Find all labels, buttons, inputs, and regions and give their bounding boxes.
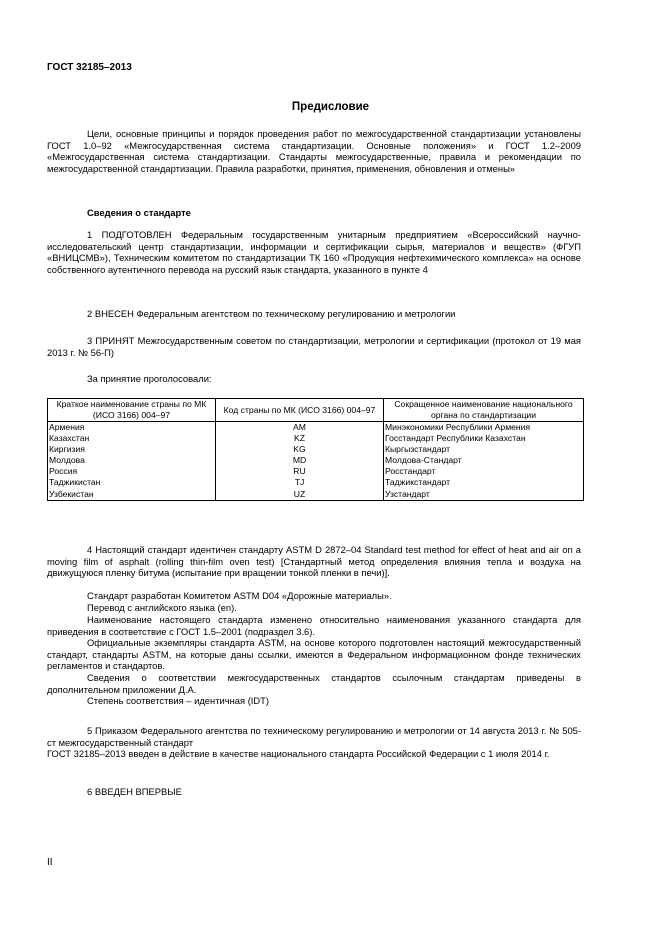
vote-intro: За принятие проголосовали: <box>87 373 212 384</box>
table-row <box>48 455 584 466</box>
country-cell: Киргизия <box>48 444 216 455</box>
page-number: II <box>47 857 53 868</box>
table-row <box>48 466 584 477</box>
item-1-paragraph: 1 ПОДГОТОВЛЕН Федеральным государственным унитарным предприятием «Всероссийский научно-исследовательский центр стандартизации, информации и сертификации сырья, материалов и веществ» (ФГУП «ВНИЦСМВ»), Техническим комитетом по стандартизации ТК 160 «Продукция нефтехимического комплекса» на основе собственного аутентичного перевода на русский язык стандарта, указанного в пункте 4 <box>47 229 581 275</box>
table-header-country: Краткое наименование страны по МК (ИСО 3166) 004–97 <box>48 399 216 422</box>
country-cell: Армения <box>48 422 216 434</box>
national-body-cell: Узстандарт <box>384 489 584 501</box>
table-header-code: Код страны по МК (ИСО 3166) 004–97 <box>216 399 384 422</box>
item-4-paragraph: 4 Настоящий стандарт идентичен стандарту ASTM D 2872–04 Standard test method for effect of heat and air on a moving film of asphalt (rolling thin-film oven test) [Стандартный метод определения влияния тепла и воздуха на движущуюся пленку битума (испытание при вращении тонкой пленки в печи)]. <box>47 544 581 579</box>
country-code-cell: TJ <box>216 477 384 488</box>
table-row <box>48 444 584 455</box>
item-5-paragraph: 5 Приказом Федерального агентства по техническому регулированию и метрологии от 14 августа 2013 г. № 505-ст межгосударственный стандарт <box>47 725 581 748</box>
country-cell: Молдова <box>48 455 216 466</box>
item-3-paragraph: 3 ПРИНЯТ Межгосударственным советом по стандартизации, метрологии и сертификации (протокол от 19 мая 2013 г. № 56-П) <box>47 335 581 358</box>
item-4-conformity: Степень соответствия – идентичная (IDT) <box>87 695 270 706</box>
item-4-translation: Перевод с английского языка (en). <box>87 602 237 613</box>
item-5-effective: ГОСТ 32185–2013 введен в действие в качестве национального стандарта Российской Федерации с 1 июля 2014 г. <box>47 748 550 759</box>
country-cell: Таджикистан <box>48 477 216 488</box>
national-body-cell: Госстандарт Республики Казахстан <box>384 433 584 444</box>
item-6-paragraph: 6 ВВЕДЕН ВПЕРВЫЕ <box>87 786 182 797</box>
section-title: Сведения о стандарте <box>87 207 191 218</box>
country-code-cell: KZ <box>216 433 384 444</box>
table-row <box>48 433 584 444</box>
table-row <box>48 489 584 501</box>
national-body-cell: Росстандарт <box>384 466 584 477</box>
table-header-body: Сокращенное наименование национального органа по стандартизации <box>384 399 584 422</box>
national-body-cell: Кыргызстандарт <box>384 444 584 455</box>
country-code-cell: UZ <box>216 489 384 501</box>
table-row <box>48 477 584 488</box>
item-4-official-copies: Официальные экземпляры стандарта ASTM, на основе которого подготовлен настоящий межгосударственный стандарт, стандарты ASTM, на которые даны ссылки, имеются в Федеральном информационном фонде технических регламентов и стандартов. <box>47 637 581 672</box>
national-body-cell: Минэкономики Республики Армения <box>384 422 584 434</box>
country-code-cell: RU <box>216 466 384 477</box>
country-code-cell: MD <box>216 455 384 466</box>
voting-countries-table <box>47 398 584 501</box>
country-cell: Россия <box>48 466 216 477</box>
national-body-cell: Молдова-Стандарт <box>384 455 584 466</box>
intro-paragraph: Цели, основные принципы и порядок проведения работ по межгосударственной стандартизации установлены ГОСТ 1.0–92 «Межгосударственная система стандартизации. Основные положения» и ГОСТ 1.2–2009 «Межгосударственная система стандартизации. Стандарты межгосударственные, правила и рекомендации по межгосударственной стандартизации. Правила разработки, принятия, применения, обновления и отмены» <box>47 128 581 174</box>
item-4-title-change: Наименование настоящего стандарта изменено относительно наименования указанного стандарта для приведения в соответствие с ГОСТ 1.5–2001 (подраздел 3.6). <box>47 614 581 637</box>
table-header-row <box>48 399 584 422</box>
country-code-cell: AM <box>216 422 384 434</box>
country-code-cell: KG <box>216 444 384 455</box>
country-cell: Казахстан <box>48 433 216 444</box>
item-4-developer: Стандарт разработан Комитетом ASTM D04 «Дорожные материалы». <box>87 590 392 601</box>
table-row <box>48 422 584 434</box>
document-code-header: ГОСТ 32185–2013 <box>47 62 132 73</box>
item-2-paragraph: 2 ВНЕСЕН Федеральным агентством по техническому регулированию и метрологии <box>87 308 456 319</box>
page-title: Предисловие <box>291 101 370 113</box>
national-body-cell: Таджикстандарт <box>384 477 584 488</box>
country-cell: Узбекистан <box>48 489 216 501</box>
item-4-references: Сведения о соответствии межгосударственных стандартов ссылочным стандартам приведены в дополнительном приложении Д.А. <box>47 672 581 695</box>
